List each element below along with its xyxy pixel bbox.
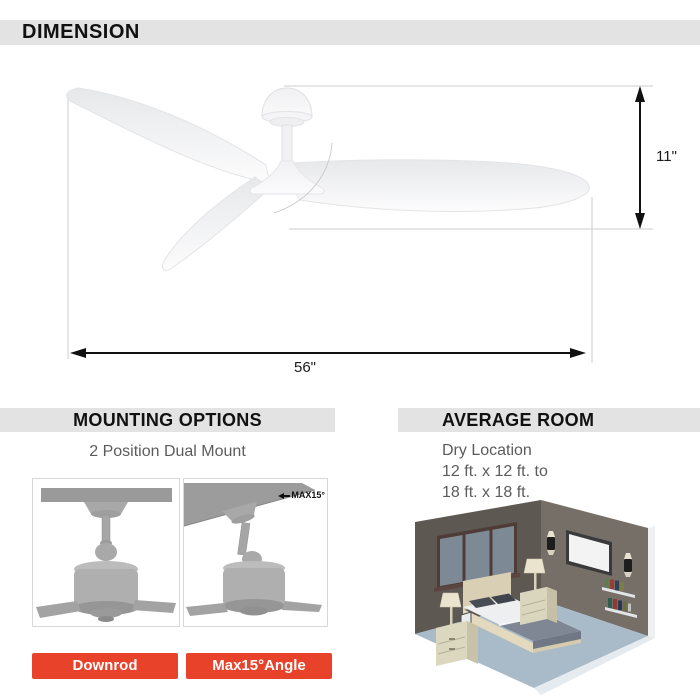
- room-location-line: Dry Location: [442, 442, 532, 459]
- average-room-title: AVERAGE ROOM: [442, 410, 595, 430]
- fan-blade-upper-left: [67, 88, 270, 183]
- fan-canopy: [262, 88, 312, 127]
- room-size-line2: 18 ft. x 18 ft.: [442, 484, 531, 501]
- downrod-mount-image: [32, 478, 180, 627]
- mounting-subtitle: 2 Position Dual Mount: [89, 443, 246, 460]
- room-wall-edge: [648, 526, 655, 638]
- mounting-options-header: [0, 408, 335, 432]
- width-dimension-label: 56": [293, 359, 316, 376]
- wall-sconce-left: [547, 531, 555, 555]
- mounting-options-title: MOUNTING OPTIONS: [73, 410, 262, 430]
- max-angle-arrow-line: [284, 495, 290, 497]
- bedroom-illustration: [403, 497, 700, 700]
- max-angle-label: [278, 491, 325, 500]
- mount-fan-body: [36, 502, 176, 622]
- wall-sconce-right: [624, 553, 632, 577]
- angle-mount-illustration: [184, 479, 327, 626]
- downrod-button[interactable]: Downrod: [32, 653, 178, 679]
- room-location-text: [442, 440, 548, 503]
- height-dimension-label: 11": [656, 148, 677, 165]
- fan-blade-right: [291, 160, 589, 212]
- downrod-mount-illustration: [33, 479, 179, 626]
- height-dimension-arrow: [635, 86, 645, 229]
- average-room-header: [398, 408, 700, 432]
- dimension-title: DIMENSION: [22, 21, 140, 43]
- max-angle-button[interactable]: Max15°Angle: [186, 653, 332, 679]
- fan-downrod: [282, 125, 292, 163]
- flat-ceiling: [41, 488, 172, 502]
- room-size-line: 12 ft. x 12 ft. to: [442, 463, 548, 480]
- width-dimension-arrow: [70, 348, 586, 358]
- ceiling-fan-dimension-illustration: [0, 55, 700, 395]
- angle-mount-image: [183, 478, 328, 627]
- dimension-header: [0, 20, 700, 45]
- ceiling-fan: [67, 88, 590, 270]
- max-angle-text: MAX15°: [291, 490, 325, 500]
